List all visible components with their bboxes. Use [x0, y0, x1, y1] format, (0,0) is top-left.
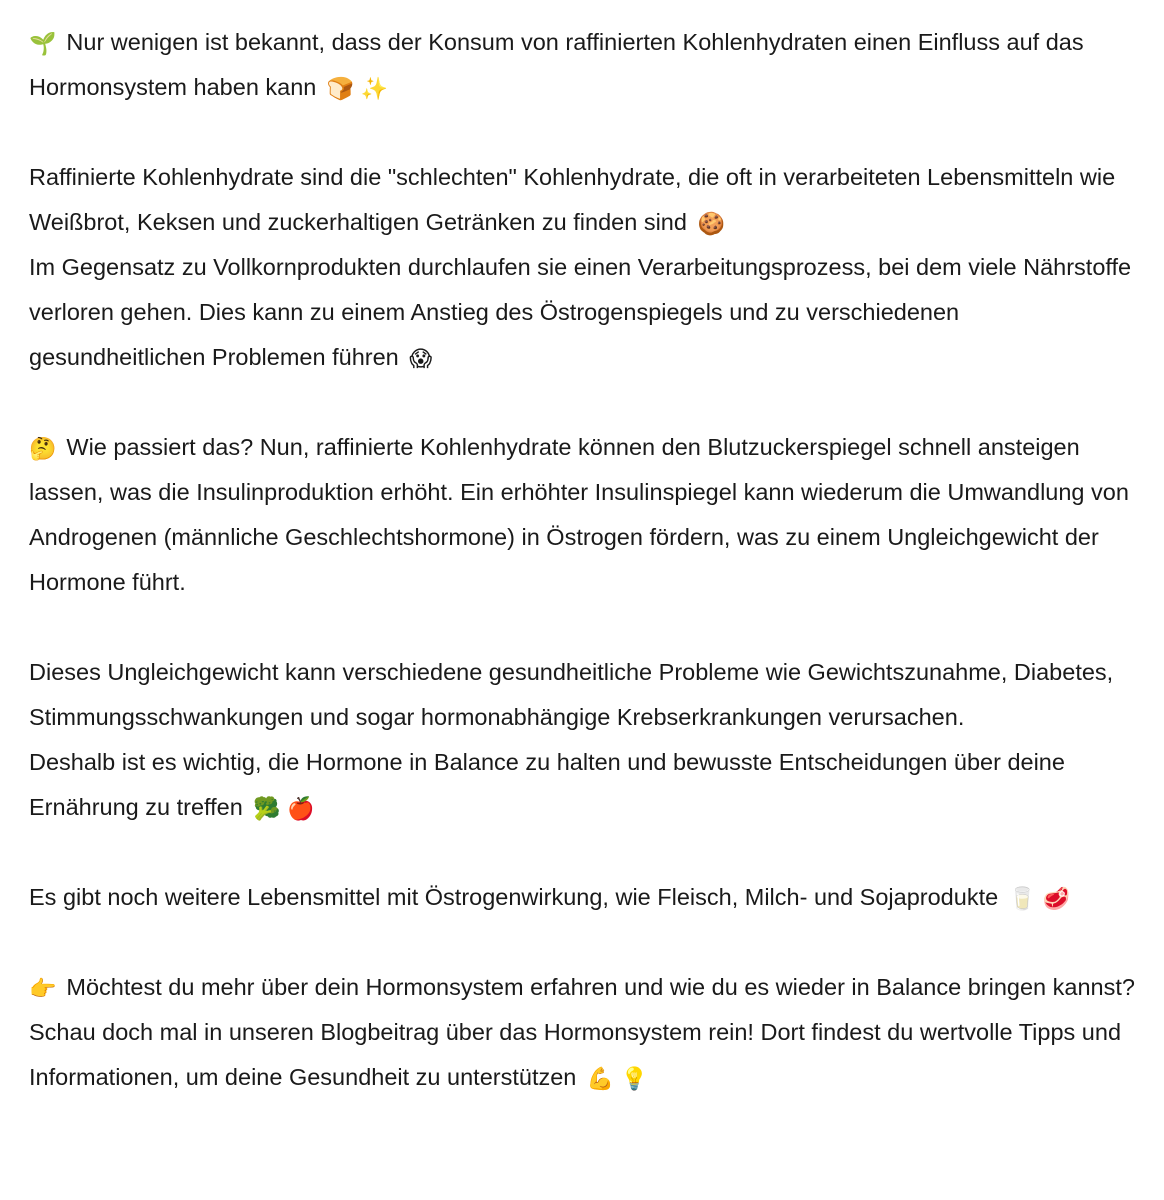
paragraph-other-foods-text: Es gibt noch weitere Lebensmittel mit Östrogenwirkung, wie Fleisch, Milch- und Sojaprodukte	[29, 884, 999, 910]
paragraph-imbalance-text: Dieses Ungleichgewicht kann verschiedene gesundheitliche Probleme wie Gewichtszunahme, Diabetes, Stimmungsschwankungen und sogar hormonabhängige Krebserkrankungen verursachen.	[29, 659, 1114, 730]
paragraph-processing-text: Im Gegensatz zu Vollkornprodukten durchlaufen sie einen Verarbeitungsprozess, bei dem viele Nährstoffe verloren gehen. Dies kann zu einem Anstieg des Östrogenspiegels und zu verschiedenen gesundheitlichen Problemen führen	[29, 254, 1132, 370]
paragraph-refined-carbs-text: Raffinierte Kohlenhydrate sind die "schlechten" Kohlenhydrate, die oft in verarbeiteten Lebensmitteln wie Weißbrot, Keksen und zuckerhaltigen Getränken zu finden sind	[29, 164, 1116, 235]
paragraph-spacer	[29, 380, 1136, 425]
paragraph-spacer	[29, 110, 1136, 155]
seedling-icon: 🌱	[29, 31, 57, 56]
paragraph-balance-text: Deshalb ist es wichtig, die Hormone in Balance zu halten und bewusste Entscheidungen über deine Ernährung zu treffen	[29, 749, 1065, 820]
apple-icon: 🍎	[287, 796, 315, 821]
paragraph-refined-carbs	[29, 155, 1136, 380]
paragraph-call-to-action	[29, 965, 1136, 1100]
paragraph-call-to-action-text: Möchtest du mehr über dein Hormonsystem erfahren und wie du es wieder in Balance bringen kannst? Schau doch mal in unseren Blogbeitrag über das Hormonsystem rein! Dort findest du wertvolle Tipps und Informationen, um deine Gesundheit zu unterstützen	[29, 974, 1135, 1090]
paragraph-spacer	[29, 830, 1136, 875]
paragraph-spacer	[29, 605, 1136, 650]
milk-glass-icon: 🥛	[1008, 886, 1037, 911]
thinking-face-icon: 🤔	[29, 436, 57, 461]
paragraph-imbalance	[29, 650, 1136, 830]
paragraph-intro	[29, 20, 1136, 110]
paragraph-spacer	[29, 920, 1136, 965]
paragraph-how	[29, 425, 1136, 605]
broccoli-icon: 🥦	[253, 796, 281, 821]
screaming-face-icon: 😱	[409, 346, 433, 371]
paragraph-how-text: Wie passiert das? Nun, raffinierte Kohlenhydrate können den Blutzuckerspiegel schnell ansteigen lassen, was die Insulinproduktion erhöht. Ein erhöhter Insulinspiegel kann wiederum die Umwandlung von Androgenen (männliche Geschlechtshormone) in Östrogen fördern, was zu einem Ungleichgewicht der Hormone führt.	[29, 434, 1129, 595]
paragraph-other-foods	[29, 875, 1136, 920]
bread-icon: 🍞	[326, 76, 355, 101]
meat-icon: 🥩	[1042, 886, 1071, 911]
flexed-biceps-icon: 💪	[586, 1066, 615, 1091]
cookie-icon: 🍪	[697, 211, 725, 236]
sparkles-icon: ✨	[360, 76, 389, 101]
paragraph-intro-text: Nur wenigen ist bekannt, dass der Konsum von raffinierten Kohlenhydraten einen Einfluss auf das Hormonsystem haben kann	[29, 29, 1084, 100]
light-bulb-icon: 💡	[620, 1066, 649, 1091]
pointing-hand-icon: 👉	[29, 976, 57, 1001]
